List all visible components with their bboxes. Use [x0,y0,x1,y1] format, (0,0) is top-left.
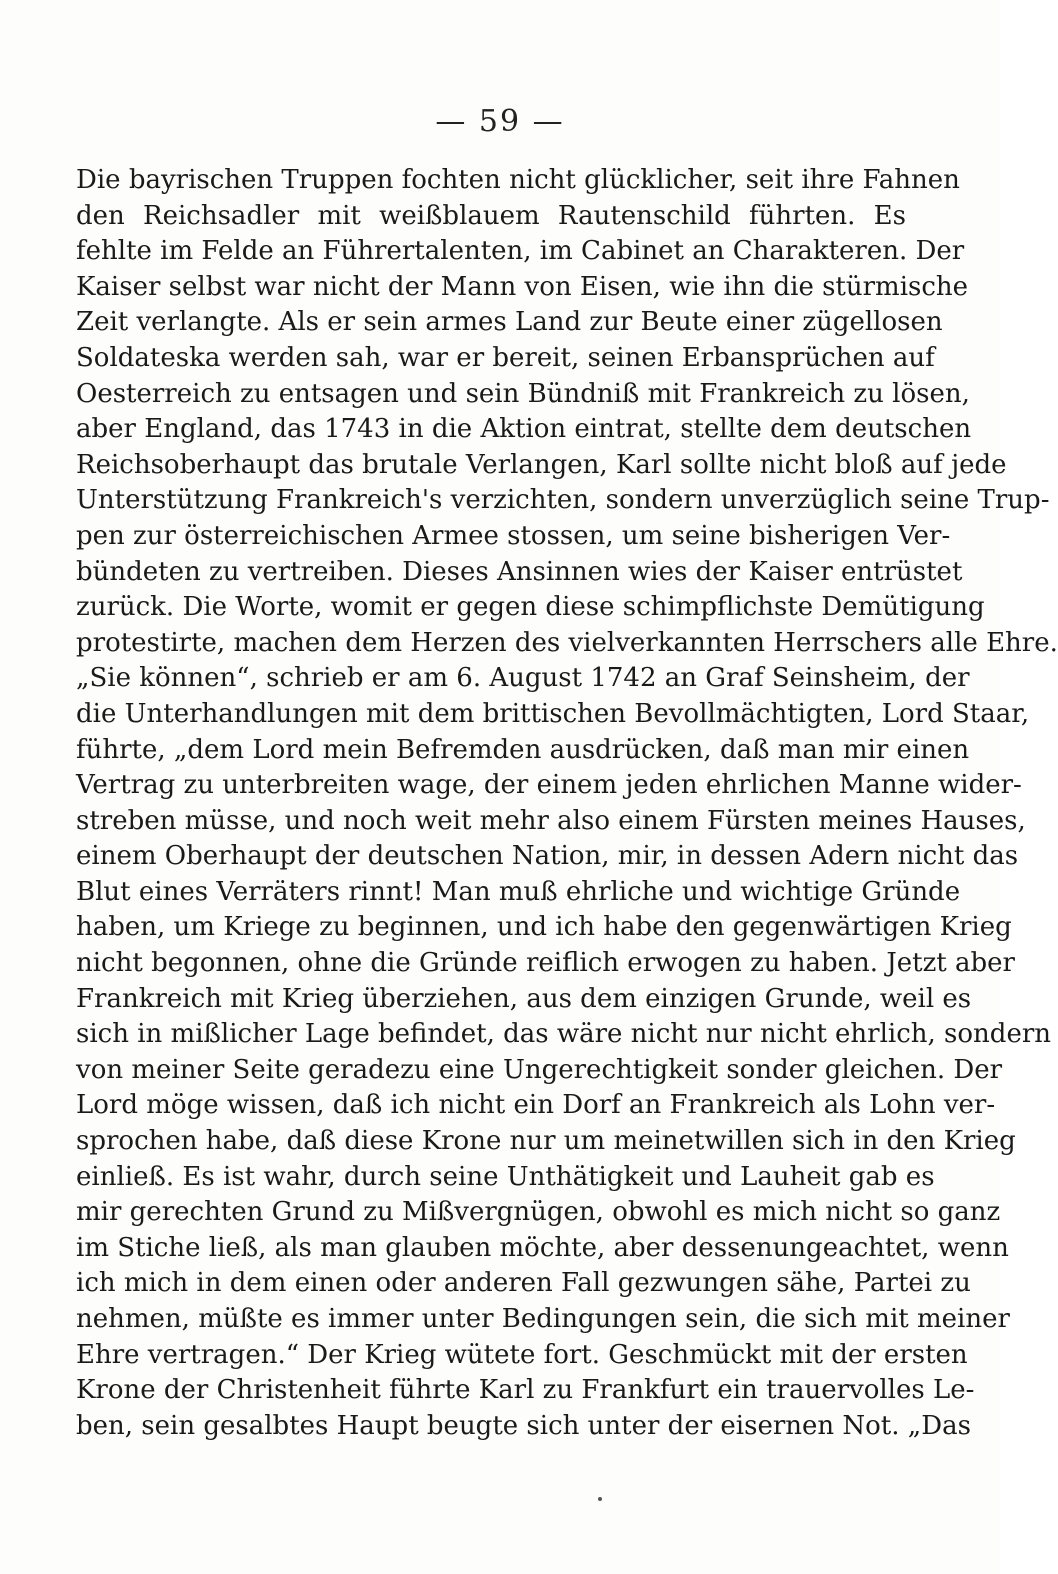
text-line: den Reichsadler mit weißblauem Rautenschild führten. Es [76,200,906,231]
text-line: Lord möge wissen, daß ich nicht ein Dorf an Frankreich als Lohn ver- [76,1090,996,1121]
text-line: Kaiser selbst war nicht der Mann von Eisen, wie ihn die stürmische [76,271,969,302]
text-line: führte, „dem Lord mein Befremden ausdrücken, daß man mir einen [76,734,970,765]
text-line: fehlte im Felde an Führertalenten, im Cabinet an Charakteren. Der [76,236,965,267]
text-line: Frankreich mit Krieg überziehen, aus dem einzigen Grunde, weil es [76,983,972,1014]
text-line: mir gerechten Grund zu Mißvergnügen, obwohl es mich nicht so ganz [76,1197,1001,1228]
text-line: bündeten zu vertreiben. Dieses Ansinnen wies der Kaiser entrüstet [76,556,963,587]
text-line: von meiner Seite geradezu eine Ungerechtigkeit sonder gleichen. Der [76,1054,1003,1085]
text-line: nehmen, müßte es immer unter Bedingungen sein, die sich mit meiner [76,1304,1010,1334]
text-line: die Unterhandlungen mit dem brittischen Bevollmächtigten, Lord Staar, [76,698,1030,729]
text-line: Soldateska werden sah, war er bereit, seinen Erbansprüchen auf [76,342,935,373]
text-line: sprochen habe, daß diese Krone nur um meinetwillen sich in den Krieg [76,1126,1016,1157]
text-line: ich mich in dem einen oder anderen Fall gezwungen sähe, Partei zu [76,1268,971,1299]
text-line: Blut eines Verräters rinnt! Man muß ehrliche und wichtige Gründe [76,876,961,907]
text-line: „Sie können“, schrieb er am 6. August 1742 an Graf Seinsheim, der [76,663,970,694]
text-line: Oesterreich zu entsagen und sein Bündniß mit Frankreich zu lösen, [76,378,970,409]
text-line: aber England, das 1743 in die Aktion eintrat, stellte dem deutschen [76,414,972,445]
text-line: sich in mißlicher Lage befindet, das wäre nicht nur nicht ehrlich, sondern [76,1019,1051,1050]
text-line: Reichsoberhaupt das brutale Verlangen, Karl sollte nicht bloß auf jede [76,449,1007,480]
body-text [76,163,1058,1444]
text-line: Unterstützung Frankreich's verzichten, sondern unverzüglich seine Trup- [76,485,1050,516]
text-line: zurück. Die Worte, womit er gegen diese schimpflichste Demütigung [76,592,985,623]
text-line: Vertrag zu unterbreiten wage, der einem jeden ehrlichen Manne wider- [76,770,1022,801]
text-line: Ehre vertragen.“ Der Krieg wütete fort. Geschmückt mit der ersten [76,1339,968,1370]
text-line: protestirte, machen dem Herzen des vielverkannten Herrschers alle Ehre. [76,627,1058,658]
text-line: ben, sein gesalbtes Haupt beugte sich unter der eisernen Not. „Das [76,1410,971,1441]
text-line: pen zur österreichischen Armee stossen, um seine bisherigen Ver- [76,520,951,551]
text-line: im Stiche ließ, als man glauben möchte, aber dessenungeachtet, wenn [76,1232,1009,1263]
text-line: streben müsse, und noch weit mehr also einem Fürsten meines Hauses, [76,805,1026,836]
text-line: Zeit verlangte. Als er sein armes Land zur Beute einer zügellosen [76,307,943,338]
text-line: Die bayrischen Truppen fochten nicht glücklicher, seit ihre Fahnen [76,165,960,195]
ink-speck [598,1497,602,1501]
text-line: einließ. Es ist wahr, durch seine Unthätigkeit und Lauheit gab es [76,1161,935,1192]
text-line: Krone der Christenheit führte Karl zu Frankfurt ein trauervolles Le- [76,1375,975,1406]
page-number: — 59 — [435,104,565,139]
text-line: haben, um Kriege zu beginnen, und ich habe den gegenwärtigen Krieg [76,912,1012,943]
text-line: nicht begonnen, ohne die Gründe reiflich erwogen zu haben. Jetzt aber [76,948,1015,979]
text-line: einem Oberhaupt der deutschen Nation, mir, in dessen Adern nicht das [76,841,1019,872]
